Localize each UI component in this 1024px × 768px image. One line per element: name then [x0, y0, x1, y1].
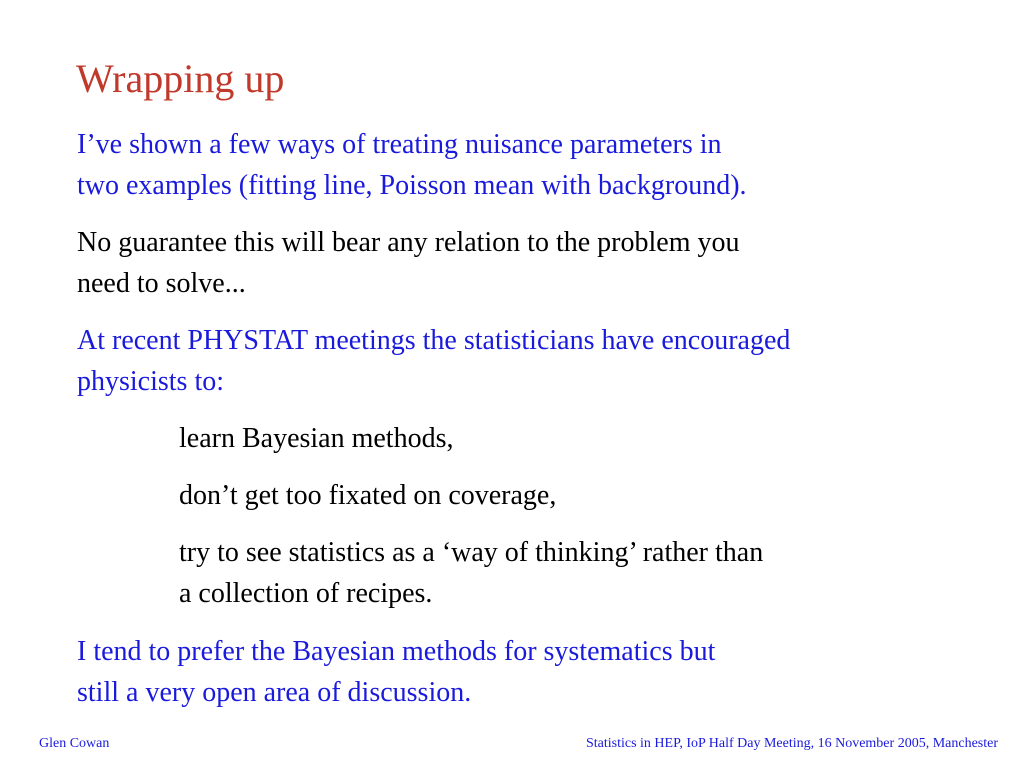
paragraph-prefer-bayesian [77, 631, 715, 713]
paragraph-line: I’ve shown a few ways of treating nuisance parameters in [77, 129, 722, 160]
paragraph-line: I tend to prefer the Bayesian methods for systematics but [77, 636, 716, 667]
paragraph-line: two examples (fitting line, Poisson mean with background). [77, 170, 747, 201]
paragraph-line: At recent PHYSTAT meetings the statisticians have encouraged [77, 325, 791, 356]
paragraph-phystat-meetings [77, 320, 790, 402]
footer-event: Statistics in HEP, IoP Half Day Meeting, 16 November 2005, Manchester [585, 736, 998, 751]
indented-item-coverage [179, 475, 556, 516]
paragraph-line: No guarantee this will bear any relation to the problem you [77, 227, 740, 258]
paragraph-line: still a very open area of discussion. [77, 677, 472, 708]
paragraph-nuisance-parameters [77, 124, 747, 206]
indented-item-way-of-thinking [179, 532, 763, 614]
paragraph-line: a collection of recipes. [179, 578, 433, 609]
paragraph-line: learn Bayesian methods, [179, 423, 454, 454]
paragraph-line: don’t get too fixated on coverage, [179, 480, 557, 511]
paragraph-line: try to see statistics as a ‘way of thinking’ rather than [179, 537, 764, 568]
footer-author: Glen Cowan [39, 736, 110, 751]
paragraph-line: physicists to: [77, 366, 225, 397]
paragraph-no-guarantee [77, 222, 739, 304]
slide-title: Wrapping up [76, 56, 285, 101]
indented-item-bayesian-methods [179, 418, 453, 459]
paragraph-line: need to solve... [77, 268, 246, 299]
